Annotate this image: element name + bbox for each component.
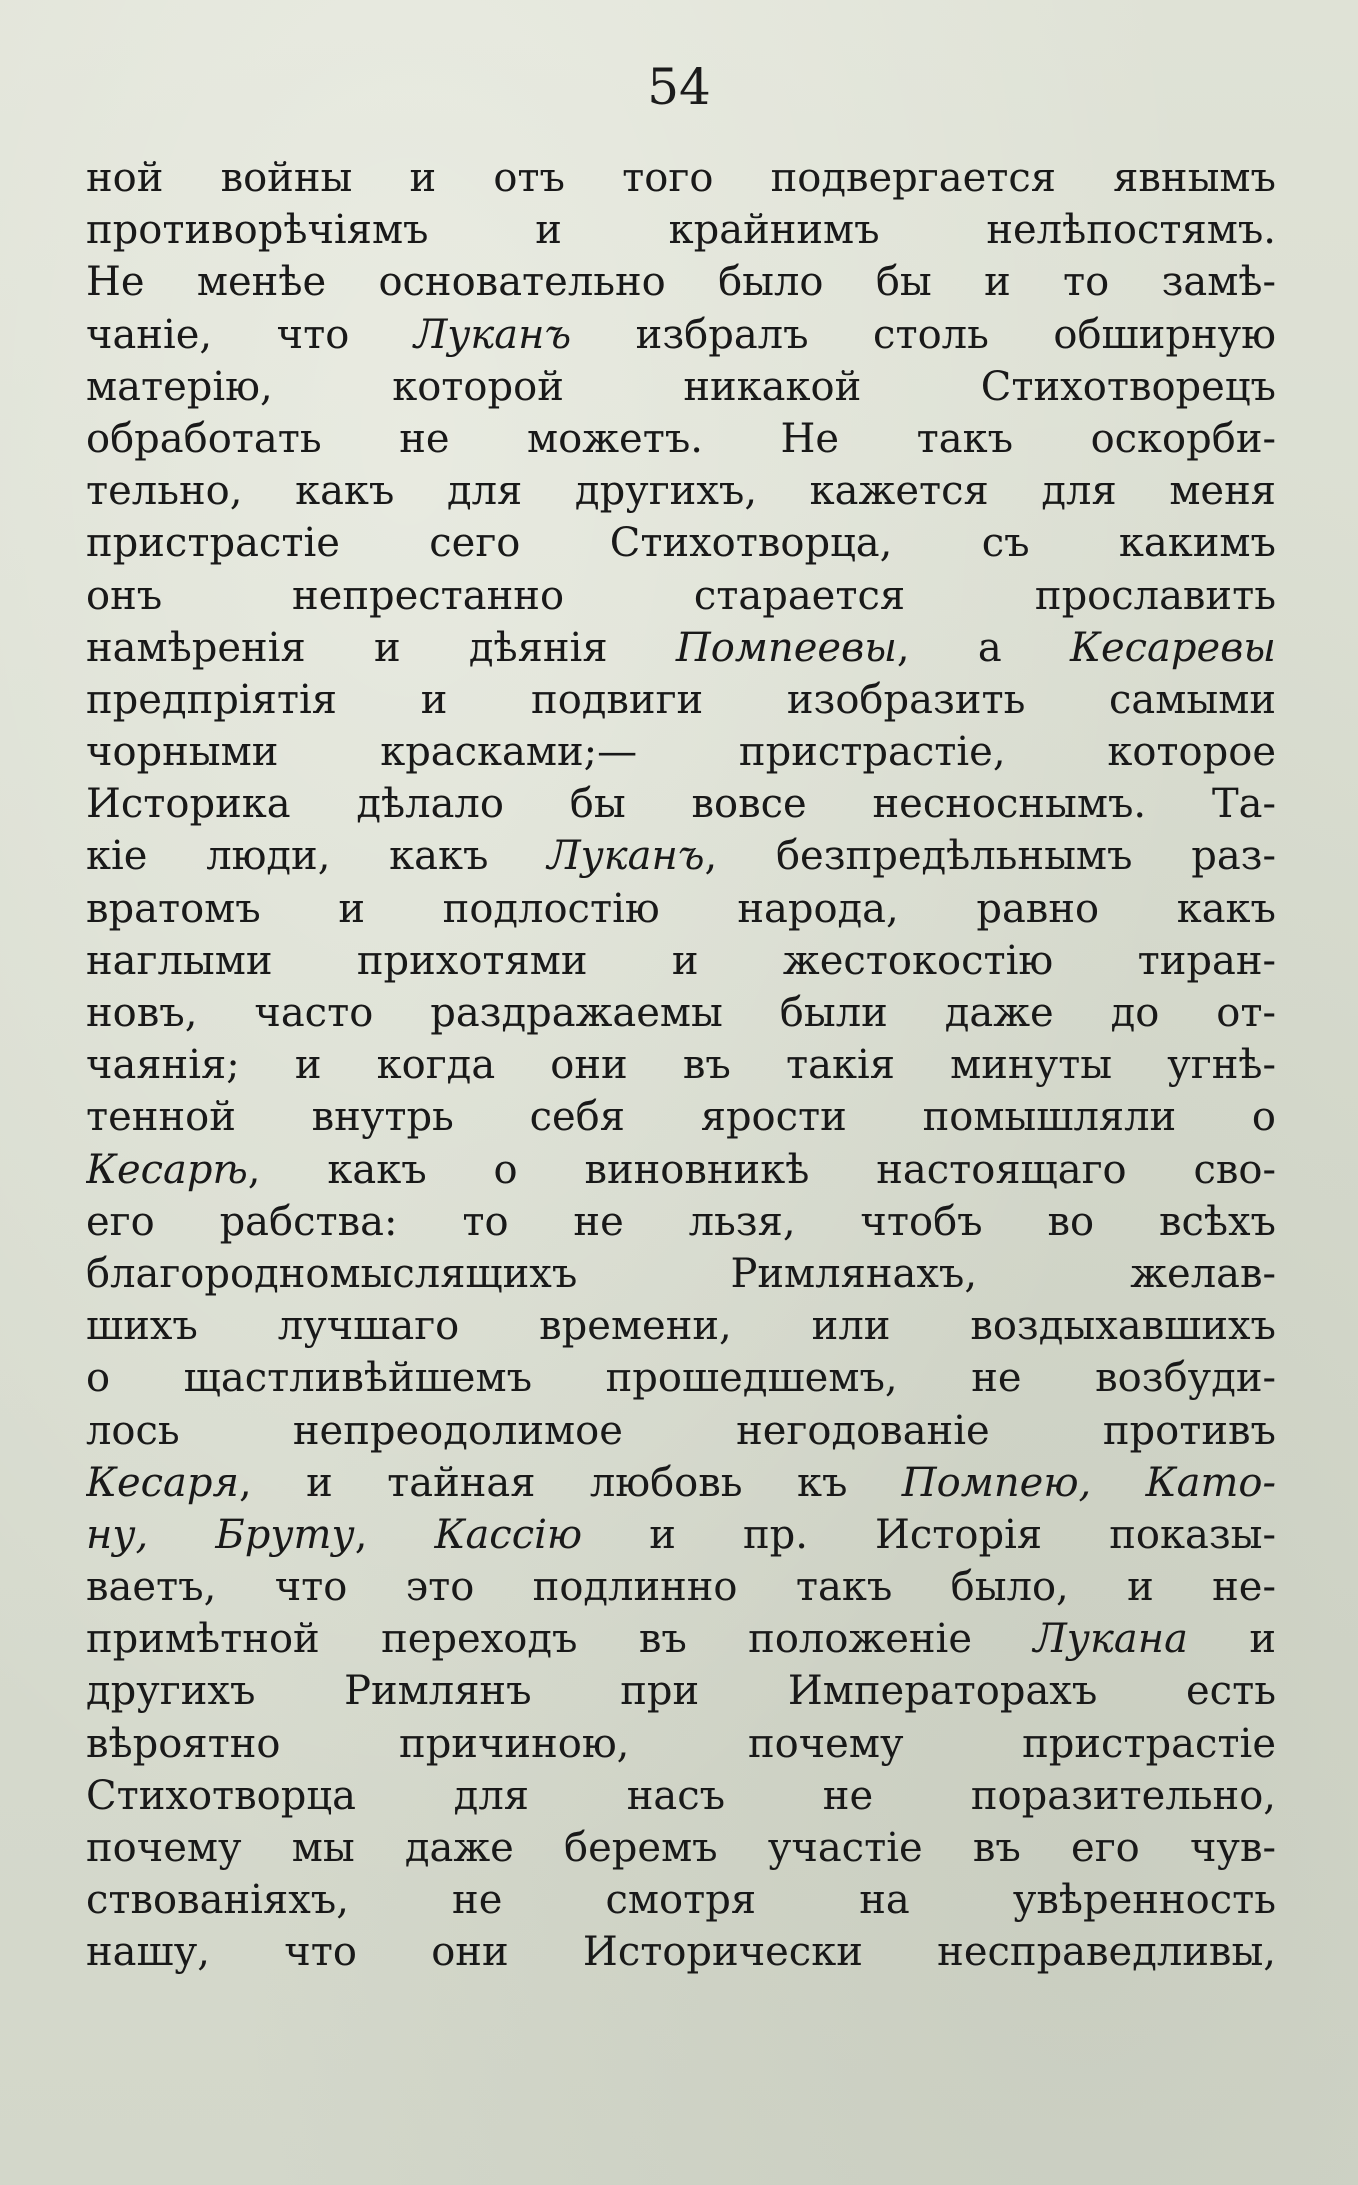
text-run: вратомъ и подлостію народа, равно какъ: [86, 885, 1276, 932]
text-line: [86, 830, 1276, 882]
text-run: Стихотворца для насъ не поразительно,: [86, 1772, 1276, 1819]
text-line: [86, 1665, 1276, 1717]
text-run: вѣроятно причиною, почему пристрастіе: [86, 1720, 1276, 1767]
text-run: о щастливѣйшемъ прошедшемъ, не возбуди-: [86, 1355, 1276, 1402]
text-run: , а: [896, 624, 1070, 671]
text-line: [86, 570, 1276, 622]
text-run: наглыми прихотями и жестокостію тиран-: [86, 937, 1276, 984]
text-line: [86, 465, 1276, 517]
text-line: [86, 1457, 1276, 1509]
text-run: новъ, часто раздражаемы были даже до от-: [86, 990, 1276, 1036]
text-run: матерію, которой никакой Стихотворецъ: [86, 363, 1276, 410]
text-run: ,: [354, 1511, 435, 1558]
text-run: , безпредѣльнымъ раз-: [704, 833, 1276, 880]
text-line: [86, 152, 1276, 204]
text-run: чорными красками;— пристрастіе, которое: [86, 729, 1276, 776]
text-run: другихъ Римлянъ при Императорахъ есть: [86, 1668, 1276, 1715]
italic-name: Помпею, Като-: [901, 1459, 1276, 1506]
text-line: [86, 1822, 1276, 1874]
text-line: [86, 309, 1276, 361]
text-run: ствованіяхъ, не смотря на увѣренность: [86, 1877, 1276, 1924]
text-run: благородномыслящихъ Римлянахъ, желав-: [86, 1250, 1276, 1297]
text-line: [86, 1039, 1276, 1091]
italic-name: Кассію: [434, 1511, 583, 1558]
text-line: [86, 1874, 1276, 1926]
italic-name: ну, Бруту: [86, 1511, 355, 1558]
text-run: чаянія; и когда они въ такія минуты угнѣ-: [86, 1042, 1276, 1089]
text-line: [86, 1926, 1276, 1978]
italic-name: Помпеевы: [675, 624, 897, 671]
text-run: пристрастіе сего Стихотворца, съ какимъ: [86, 520, 1276, 567]
text-run: чаніе, что: [86, 311, 414, 358]
text-run: тельно, какъ для другихъ, кажется для меня: [86, 468, 1276, 515]
text-line: [86, 1352, 1276, 1404]
text-run: предпріятія и подвиги изобразить самыми: [86, 676, 1276, 723]
text-run: избралъ столь обширную: [571, 311, 1276, 358]
text-line: [86, 1718, 1276, 1770]
text-line: [86, 1509, 1276, 1561]
text-run: ваетъ, что это подлинно такъ было, и не-: [86, 1564, 1276, 1611]
text-line: [86, 987, 1276, 1039]
text-line: [86, 778, 1276, 830]
text-run: нашу, что они Исторически несправедливы,: [86, 1929, 1276, 1976]
text-line: [86, 622, 1276, 674]
page-number: 54: [647, 58, 711, 116]
text-line: [86, 517, 1276, 569]
italic-name: Лукана: [1033, 1616, 1188, 1663]
text-line: [86, 204, 1276, 256]
text-run: , какъ о виновникѣ настоящаго сво-: [247, 1146, 1276, 1193]
text-line: [86, 1300, 1276, 1352]
text-line: [86, 1613, 1276, 1665]
text-run: и пр. Исторія показы-: [582, 1511, 1276, 1558]
text-line: [86, 1770, 1276, 1822]
text-run: лось непреодолимое негодованіе противъ: [86, 1407, 1276, 1454]
text-line: [86, 256, 1276, 308]
text-line: [86, 1091, 1276, 1143]
text-run: его рабства: то не льзя, чтобъ во всѣхъ: [86, 1198, 1276, 1245]
italic-name: Кесаря: [86, 1459, 239, 1506]
italic-name: Луканъ: [547, 833, 705, 880]
text-run: кіе люди, какъ: [86, 833, 548, 880]
text-line: [86, 1405, 1276, 1457]
text-run: , и тайная любовь къ: [238, 1459, 902, 1506]
text-line: [86, 883, 1276, 935]
text-run: примѣтной переходъ въ положеніе: [86, 1616, 1034, 1663]
text-run: шихъ лучшаго времени, или воздыхавшихъ: [86, 1303, 1276, 1350]
text-line: [86, 726, 1276, 778]
text-line: [86, 674, 1276, 726]
text-run: намѣренія и дѣянія: [86, 624, 676, 671]
text-run: Историка дѣлало бы вовсе несноснымъ. Та-: [86, 781, 1276, 828]
text-line: [86, 1144, 1276, 1196]
text-line: [86, 1561, 1276, 1613]
text-run: тенной внутрь себя ярости помышляли о: [86, 1094, 1276, 1141]
text-run: почему мы даже беремъ участіе въ его чув-: [86, 1825, 1276, 1871]
text-line: [86, 361, 1276, 413]
text-run: ной войны и отъ того подвергается явнымъ: [86, 155, 1276, 201]
text-line: [86, 1248, 1276, 1300]
italic-name: Кесарѣ: [86, 1146, 248, 1193]
text-line: [86, 935, 1276, 987]
text-line: [86, 413, 1276, 465]
text-run: Не менѣе основательно было бы и то замѣ-: [86, 259, 1276, 306]
italic-name: Кесаревы: [1069, 624, 1276, 671]
text-run: и: [1187, 1616, 1276, 1663]
text-line: [86, 1196, 1276, 1248]
italic-name: Луканъ: [413, 311, 572, 358]
text-run: обработать не можетъ. Не такъ оскорби-: [86, 415, 1276, 462]
body-text: [86, 152, 1276, 1979]
text-run: онъ непрестанно старается прославить: [86, 572, 1276, 619]
text-run: противорѣчіямъ и крайнимъ нелѣпостямъ.: [86, 207, 1276, 254]
